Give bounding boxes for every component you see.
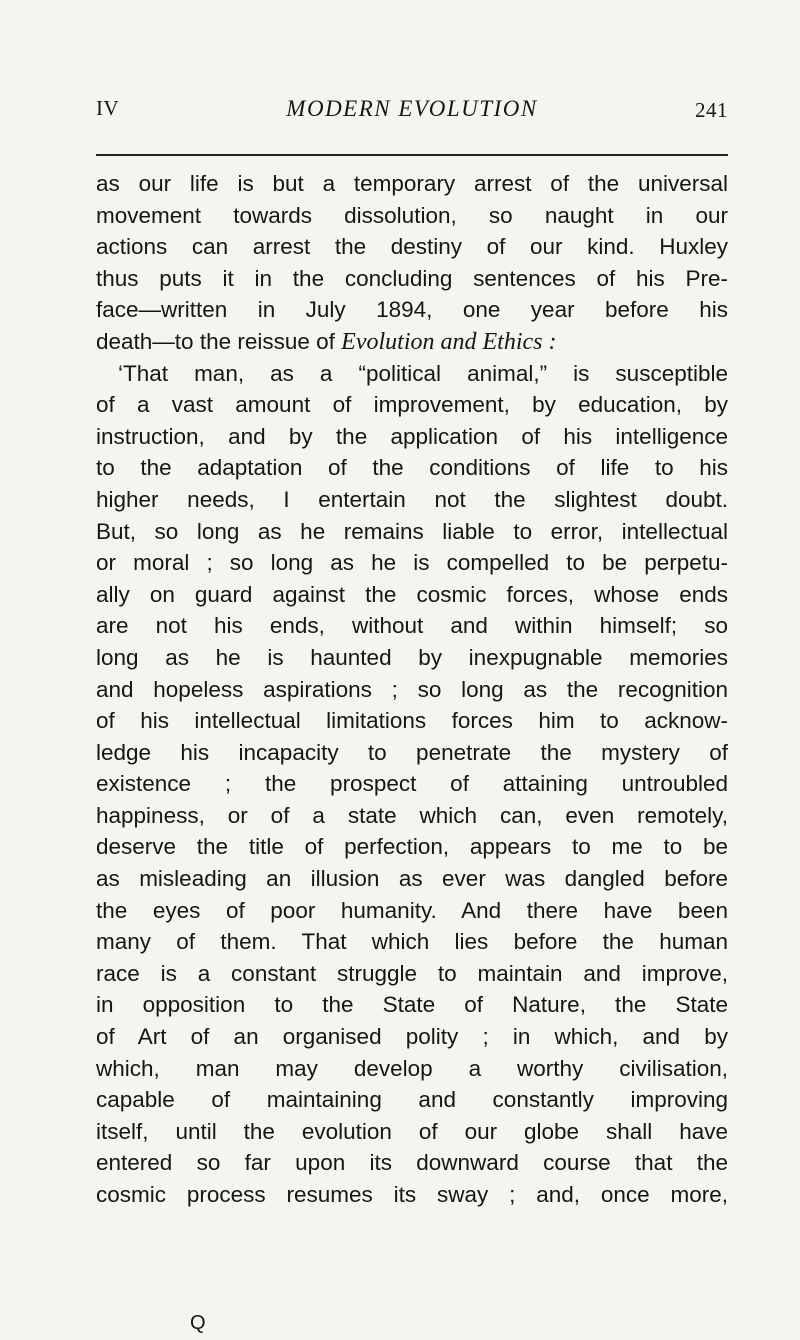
text-line: existence ; the prospect of attaining untroubled [96, 771, 728, 797]
text-line: instruction, and by the application of his intelligence [96, 423, 728, 449]
text-line: and hopeless aspirations ; so long as the recognition [96, 676, 728, 702]
text-line: ally on guard against the cosmic forces, whose ends [96, 581, 728, 607]
signature-mark-row [96, 1312, 730, 1340]
text-line: the eyes of poor humanity. And there have been [96, 897, 728, 923]
text-line: capable of maintaining and constantly improving [96, 1087, 728, 1113]
text-line: many of them. That which lies before the human [96, 929, 728, 955]
text-line: thus puts it in the concluding sentences of his Pre- [96, 265, 728, 291]
text-line: ledge his incapacity to penetrate the mystery of [96, 739, 728, 765]
text-line: entered so far upon its downward course that the [96, 1150, 728, 1176]
running-title: MODERN EVOLUTION [286, 96, 538, 121]
text-line: higher needs, I entertain not the slightest doubt. [96, 486, 728, 512]
running-head [96, 96, 728, 140]
text-line: or moral ; so long as he is compelled to be perpetu- [96, 550, 728, 576]
signature-mark: Q [190, 1312, 206, 1334]
text-line: as misleading an illusion as ever was dangled before [96, 866, 728, 892]
text-line: cosmic process resumes its sway ; and, once more, [96, 1182, 728, 1207]
text-line: in opposition to the State of Nature, the State [96, 992, 728, 1018]
text-line: long as he is haunted by inexpugnable memories [96, 644, 728, 670]
text-line: happiness, or of a state which can, even remotely, [96, 802, 728, 828]
text-line: of Art of an organised polity ; in which, and by [96, 1024, 728, 1050]
text-line-with-title [96, 326, 728, 358]
text-line: of his intellectual limitations forces him to acknow- [96, 708, 728, 734]
text-line: face—written in July 1894, one year before his [96, 297, 728, 323]
text-line: as our life is but a temporary arrest of the universal [96, 171, 728, 196]
text-line-prefix: death—to the reissue of [96, 328, 335, 354]
text-line: deserve the title of perfection, appears to me to be [96, 834, 728, 860]
text-line: which, man may develop a worthy civilisation, [96, 1055, 728, 1081]
text-line: are not his ends, without and within himself; so [96, 613, 728, 639]
body-text [96, 168, 728, 1211]
text-line: itself, until the evolution of our globe shall have [96, 1118, 728, 1144]
text-line: actions can arrest the destiny of our kind. Huxley [96, 234, 728, 260]
text-line: movement towards dissolution, so naught in our [96, 202, 728, 228]
page-number: 241 [695, 98, 728, 122]
book-page [96, 96, 728, 1334]
text-line: to the adaptation of the conditions of life to his [96, 455, 728, 481]
quote-opening-line: ‘That man, as a “political animal,” is susceptible [118, 360, 728, 386]
chapter-numeral: IV [96, 96, 120, 120]
header-rule [96, 154, 728, 156]
text-line: But, so long as he remains liable to error, intellectual [96, 518, 728, 544]
text-line: of a vast amount of improvement, by education, by [96, 392, 728, 418]
text-line: race is a constant struggle to maintain and improve, [96, 960, 728, 986]
book-title-italic: Evolution and Ethics : [341, 328, 557, 355]
